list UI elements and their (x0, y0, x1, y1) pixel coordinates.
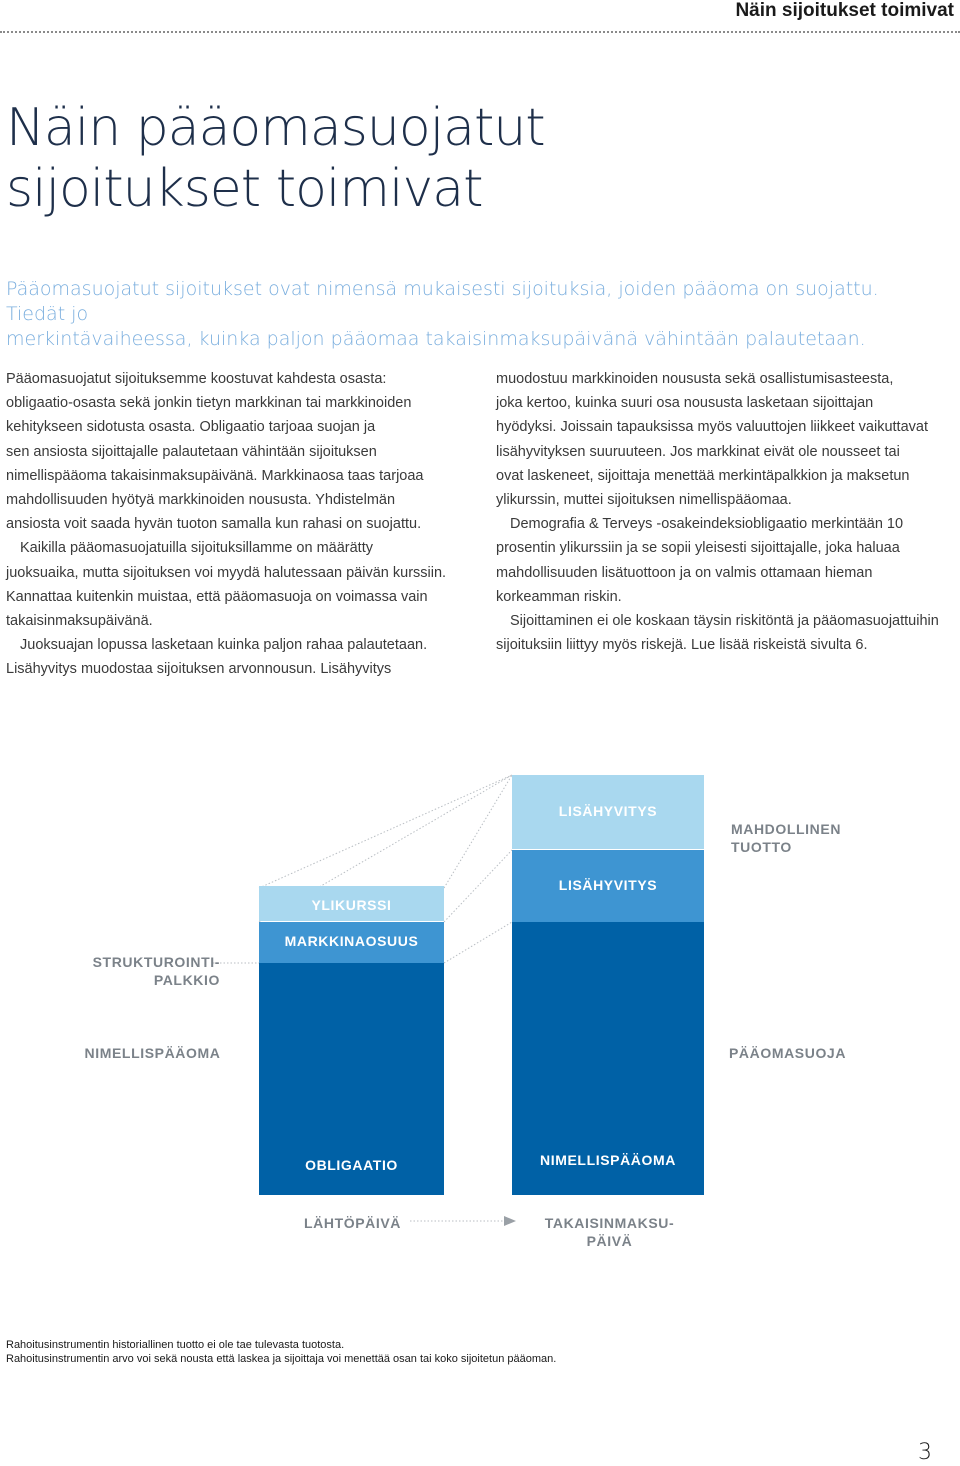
body-line: muodostuu markkinoiden noususta sekä osallistumisasteesta, (496, 371, 894, 387)
body-line: sijoituksiin liittyy myös riskejä. Lue lisää riskeistä sivulta 6. (496, 637, 868, 654)
body-line: sen ansiosta sijoittajalle palautetaan vähintään sijoituksen (6, 443, 377, 460)
body-line: Lisähyvitys muodostaa sijoituksen arvonnousun. Lisähyvitys (6, 661, 392, 678)
body-line: juoksuaika, mutta sijoituksen voi myydä halutessaan päivän kurssiin. (6, 564, 447, 581)
body-line: joka kertoo, kuinka suuri osa noususta lasketaan sijoittajan (496, 395, 874, 412)
body-line: Pääomasuojatut sijoituksemme koostuvat kahdesta osasta: (6, 371, 387, 387)
body-line: korkeamman riskin. (496, 588, 622, 605)
body-line: nimellispääoma takaisinmaksupäivänä. Markkinaosa taas tarjoaa (6, 467, 424, 484)
body-line: kehitykseen sidotusta osasta. Obligaatio tarjoaa suojan ja (6, 419, 376, 436)
lahtopaiva-label: LÄHTÖPÄIVÄ (304, 1215, 401, 1231)
body-line: obligaatio-osasta sekä jonkin tietyn markkinan tai markkinoiden (6, 395, 412, 412)
obligaatio-label: OBLIGAATIO (305, 1157, 398, 1173)
body-line: Juoksuajan lopussa lasketaan kuinka paljon rahaa palautetaan. (20, 637, 428, 654)
connector-line (444, 922, 512, 963)
nimellispaaoma-inner-label: NIMELLISPÄÄOMA (540, 1152, 676, 1168)
page-number: 3 (918, 1440, 932, 1465)
body-line: ylikurssin, muttei sijoituksen nimellispääomaa. (496, 492, 792, 509)
date-arrow-head (504, 1216, 516, 1226)
page-title-line-2: sijoitukset toimivat (6, 159, 483, 219)
body-line: prosentin ylikurssiin ja se sopii yleisesti sijoittajalle, joka haluaa (496, 540, 900, 557)
body-line: Demografia & Terveys -osakeindeksiobligaatio merkintään 10 (510, 516, 904, 533)
connector-line (444, 775, 512, 888)
connector-line (444, 850, 512, 922)
connector-line (259, 775, 512, 888)
takaisinmaksupaiva-label: TAKAISINMAKSU- PÄIVÄ (544, 1215, 675, 1249)
body-line: hyödyksi. Joissain tapauksissa myös valuuttojen liikkeet vaikuttavat (496, 419, 928, 436)
body-line: Kannattaa kuitenkin muistaa, että pääomasuoja on voimassa vain (6, 588, 428, 605)
body-line: ansiosta voit saada hyvän tuoton samalla kun rahasi on suojattu. (6, 516, 422, 533)
disclaimer (6, 1338, 556, 1366)
nimellispaaoma-side-label: NIMELLISPÄÄOMA (84, 1045, 221, 1061)
body-line: ovat laskeneet, sijoittaja menettää merkintäpalkkion ja maksetun (496, 467, 910, 484)
body-line: mahdollisuuden hyötyä markkinoiden noususta. Yhdistelmän (6, 492, 396, 509)
lead-line-1: Pääomasuojatut sijoitukset ovat nimensä mukaisesti sijoituksia, joiden pääoma on suojattu. Tiedät jo (6, 278, 879, 325)
strukturointipalkkio-label: STRUKTUROINTI- PALKKIO (92, 954, 220, 988)
body-line: takaisinmaksupäivänä. (6, 613, 153, 630)
paaomasuoja-label: PÄÄOMASUOJA (728, 1045, 847, 1061)
body-line: mahdollisuuden lisätuottoon ja on valmis ottamaan hieman (496, 564, 873, 581)
disclaimer-line-2: Rahoitusinstrumentin arvo voi sekä nousta että laskea ja sijoittaja voi menettää osan tai koko sijoitetun pääoman. (6, 1353, 557, 1365)
body-line: lisähyvityksen suuruuteen. Jos markkinat eivät ole nousseet tai (496, 443, 900, 460)
body-line: Sijoittaminen ei ole koskaan täysin riskitöntä ja pääomasuojattuihin (510, 613, 939, 630)
running-header: Näin sijoitukset toimivat (735, 0, 954, 21)
page-title-line-1: Näin pääomasuojatut (6, 98, 545, 158)
body-line: Kaikilla pääomasuojatuilla sijoituksillamme on määrätty (20, 540, 373, 557)
disclaimer-line-1: Rahoitusinstrumentin historiallinen tuotto ei ole tae tulevasta tuotosta. (6, 1339, 345, 1351)
lisahyvitys-label: LISÄHYVITYS (558, 877, 658, 893)
lisahyvitys-top-label: LISÄHYVITYS (558, 803, 658, 819)
markkinaosuus-label: MARKKINAOSUUS (284, 933, 419, 949)
ylikurssi-label: YLIKURSSI (311, 897, 392, 913)
mahdollinen-tuotto-label: MAHDOLLINEN TUOTTO (731, 821, 842, 855)
lead-line-2: merkintävaiheessa, kuinka paljon pääomaa takaisinmaksupäivänä vähintään palautetaan. (6, 328, 866, 350)
